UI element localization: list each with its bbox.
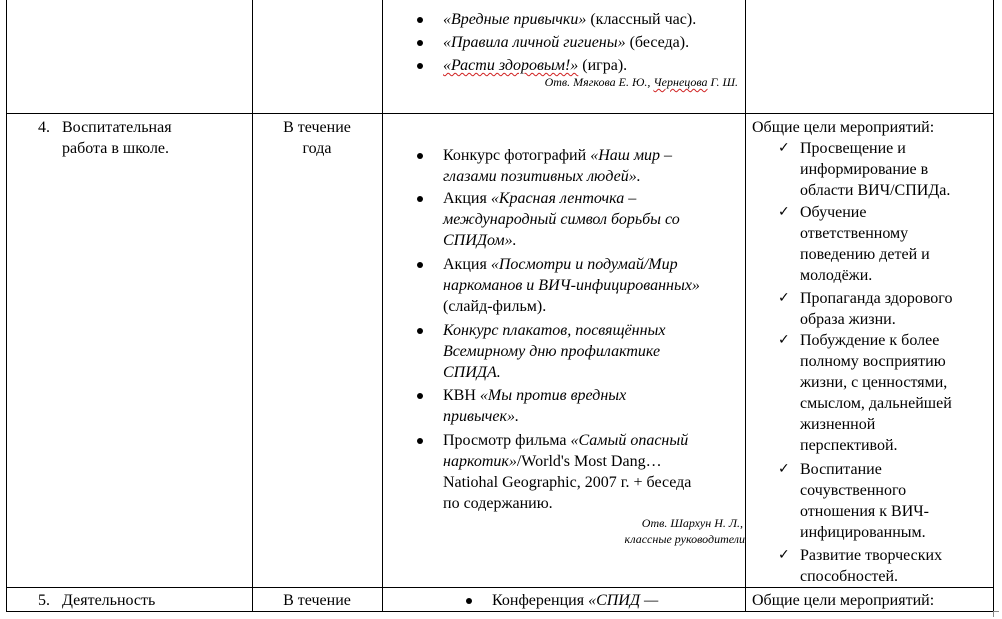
event-title: «Расти здоровым!» — [443, 57, 579, 74]
event-note: по содержанию. — [443, 495, 553, 512]
row-period-line: года — [302, 140, 332, 157]
bullet-icon — [466, 598, 472, 604]
bullet-icon — [417, 262, 423, 268]
goal-line: смыслом, дальнейшей — [800, 395, 952, 412]
bullet-icon — [417, 17, 423, 23]
goals-header: Общие цели мероприятий: — [752, 592, 935, 609]
event-title: «Вредные привычки» — [443, 11, 587, 28]
responsible-initials: Г. Ш. — [707, 75, 738, 89]
responsible-surname: Чернецова — [653, 75, 708, 89]
checkmark-icon: ✓ — [778, 461, 790, 477]
event-title: «СПИД — — [588, 592, 659, 609]
responsible-names: Отв. Мягкова Е. Ю., — [544, 75, 654, 89]
event-title: «Мы против вредных — [479, 387, 627, 404]
column-border — [993, 0, 994, 612]
bullet-icon — [417, 196, 423, 202]
event-type: (игра). — [578, 57, 628, 74]
responsible-names: Отв. Шархун Н. Л., — [641, 516, 743, 530]
event-kind: Конкурс фотографий — [443, 147, 591, 164]
bullet-icon — [417, 153, 423, 159]
goal-line: инфицированным. — [800, 524, 926, 541]
goal-line: ответственному — [800, 225, 909, 242]
goal-line: жизненной — [800, 416, 876, 433]
column-border — [382, 0, 383, 612]
responsible-group: классные руководители — [624, 532, 745, 546]
row-period — [254, 117, 380, 159]
event-type: (слайд-фильм). — [443, 298, 547, 315]
responsible-persons — [624, 532, 745, 547]
event-title: СПИДом». — [443, 232, 517, 249]
bullet-icon — [417, 393, 423, 399]
row-border — [6, 113, 994, 114]
checkmark-icon: ✓ — [778, 332, 790, 348]
goal-line: Просвещение и — [800, 140, 906, 157]
event-source: Natiohal Geographic, 2007 г. + беседа — [443, 474, 692, 491]
bullet-icon — [417, 328, 423, 334]
event-kind: Конференция — [492, 592, 589, 609]
event-kind: КВН — [443, 387, 480, 404]
bullet-icon — [417, 438, 423, 444]
event-title: «Наш мир – — [590, 147, 673, 164]
goal-line: полному восприятию — [800, 353, 946, 370]
event-title: наркоманов и ВИЧ-инфицированных» — [443, 277, 700, 294]
event-kind: Акция — [443, 190, 491, 207]
checkmark-icon: ✓ — [778, 204, 790, 220]
goal-line: Побуждение к более — [800, 332, 940, 349]
row-number: 4. — [38, 119, 50, 136]
responsible-persons — [545, 75, 738, 90]
goal-line: Воспитание — [800, 461, 882, 478]
goal-line: Обучение — [800, 204, 867, 221]
goal-line: способностей. — [800, 568, 899, 585]
event-title: «Посмотри и подумай/Мир — [490, 256, 678, 273]
row-period: В течение — [283, 592, 351, 609]
column-border — [252, 0, 253, 612]
bullet-icon — [417, 40, 423, 46]
row-number: 5. — [38, 592, 50, 609]
row-border — [6, 611, 994, 612]
goal-line: Пропаганда здорового — [800, 290, 953, 307]
event-type: (беседа). — [625, 34, 690, 51]
corner-mark — [993, 611, 999, 617]
event-title: международный символ борьбы со — [443, 211, 680, 228]
row-title — [62, 117, 172, 159]
event-title: «Самый опасный — [570, 432, 689, 449]
checkmark-icon: ✓ — [778, 140, 790, 156]
event-title: СПИДА. — [443, 364, 501, 381]
goal-line: области ВИЧ/СПИДа. — [800, 182, 951, 199]
column-border — [6, 0, 7, 612]
goal-line: перспективой. — [800, 437, 898, 454]
goal-line: отношения к ВИЧ- — [800, 503, 929, 520]
row-title-line: работа в школе. — [62, 140, 170, 157]
goal-line: жизни, с ценностями, — [800, 374, 948, 391]
checkmark-icon: ✓ — [778, 547, 790, 563]
goal-line: Развитие творческих — [800, 547, 943, 564]
goal-line: сочувственного — [800, 482, 907, 499]
event-title: «Красная ленточка – — [490, 190, 637, 207]
goal-line: поведению детей и — [800, 246, 930, 263]
responsible-persons — [642, 516, 743, 531]
bullet-icon — [417, 63, 423, 69]
goal-line: образа жизни. — [800, 311, 896, 328]
goal-line: молодёжи. — [800, 267, 873, 284]
event-kind: Просмотр фильма — [443, 432, 571, 449]
row-title-line: Воспитательная — [62, 119, 172, 136]
goal-line: информирование в — [800, 161, 929, 178]
event-kind: Акция — [443, 256, 491, 273]
event-title: «Правила личной гигиены» — [443, 34, 626, 51]
event-title: Всемирному дню профилактике — [443, 343, 661, 360]
event-title: привычек». — [443, 408, 519, 425]
event-title: наркотик» — [443, 453, 517, 470]
row-title: Деятельность — [62, 592, 156, 609]
column-border — [745, 0, 746, 612]
goals-header: Общие цели мероприятий: — [752, 119, 935, 136]
row-border — [6, 587, 994, 588]
row-period-line: В течение — [283, 119, 351, 136]
event-source: /World's Most Dang… — [516, 453, 662, 470]
event-type: (классный час). — [586, 11, 697, 28]
event-title: глазами позитивных людей». — [443, 168, 641, 185]
checkmark-icon: ✓ — [778, 290, 790, 306]
event-title: Конкурс плакатов, посвящённых — [443, 322, 666, 339]
